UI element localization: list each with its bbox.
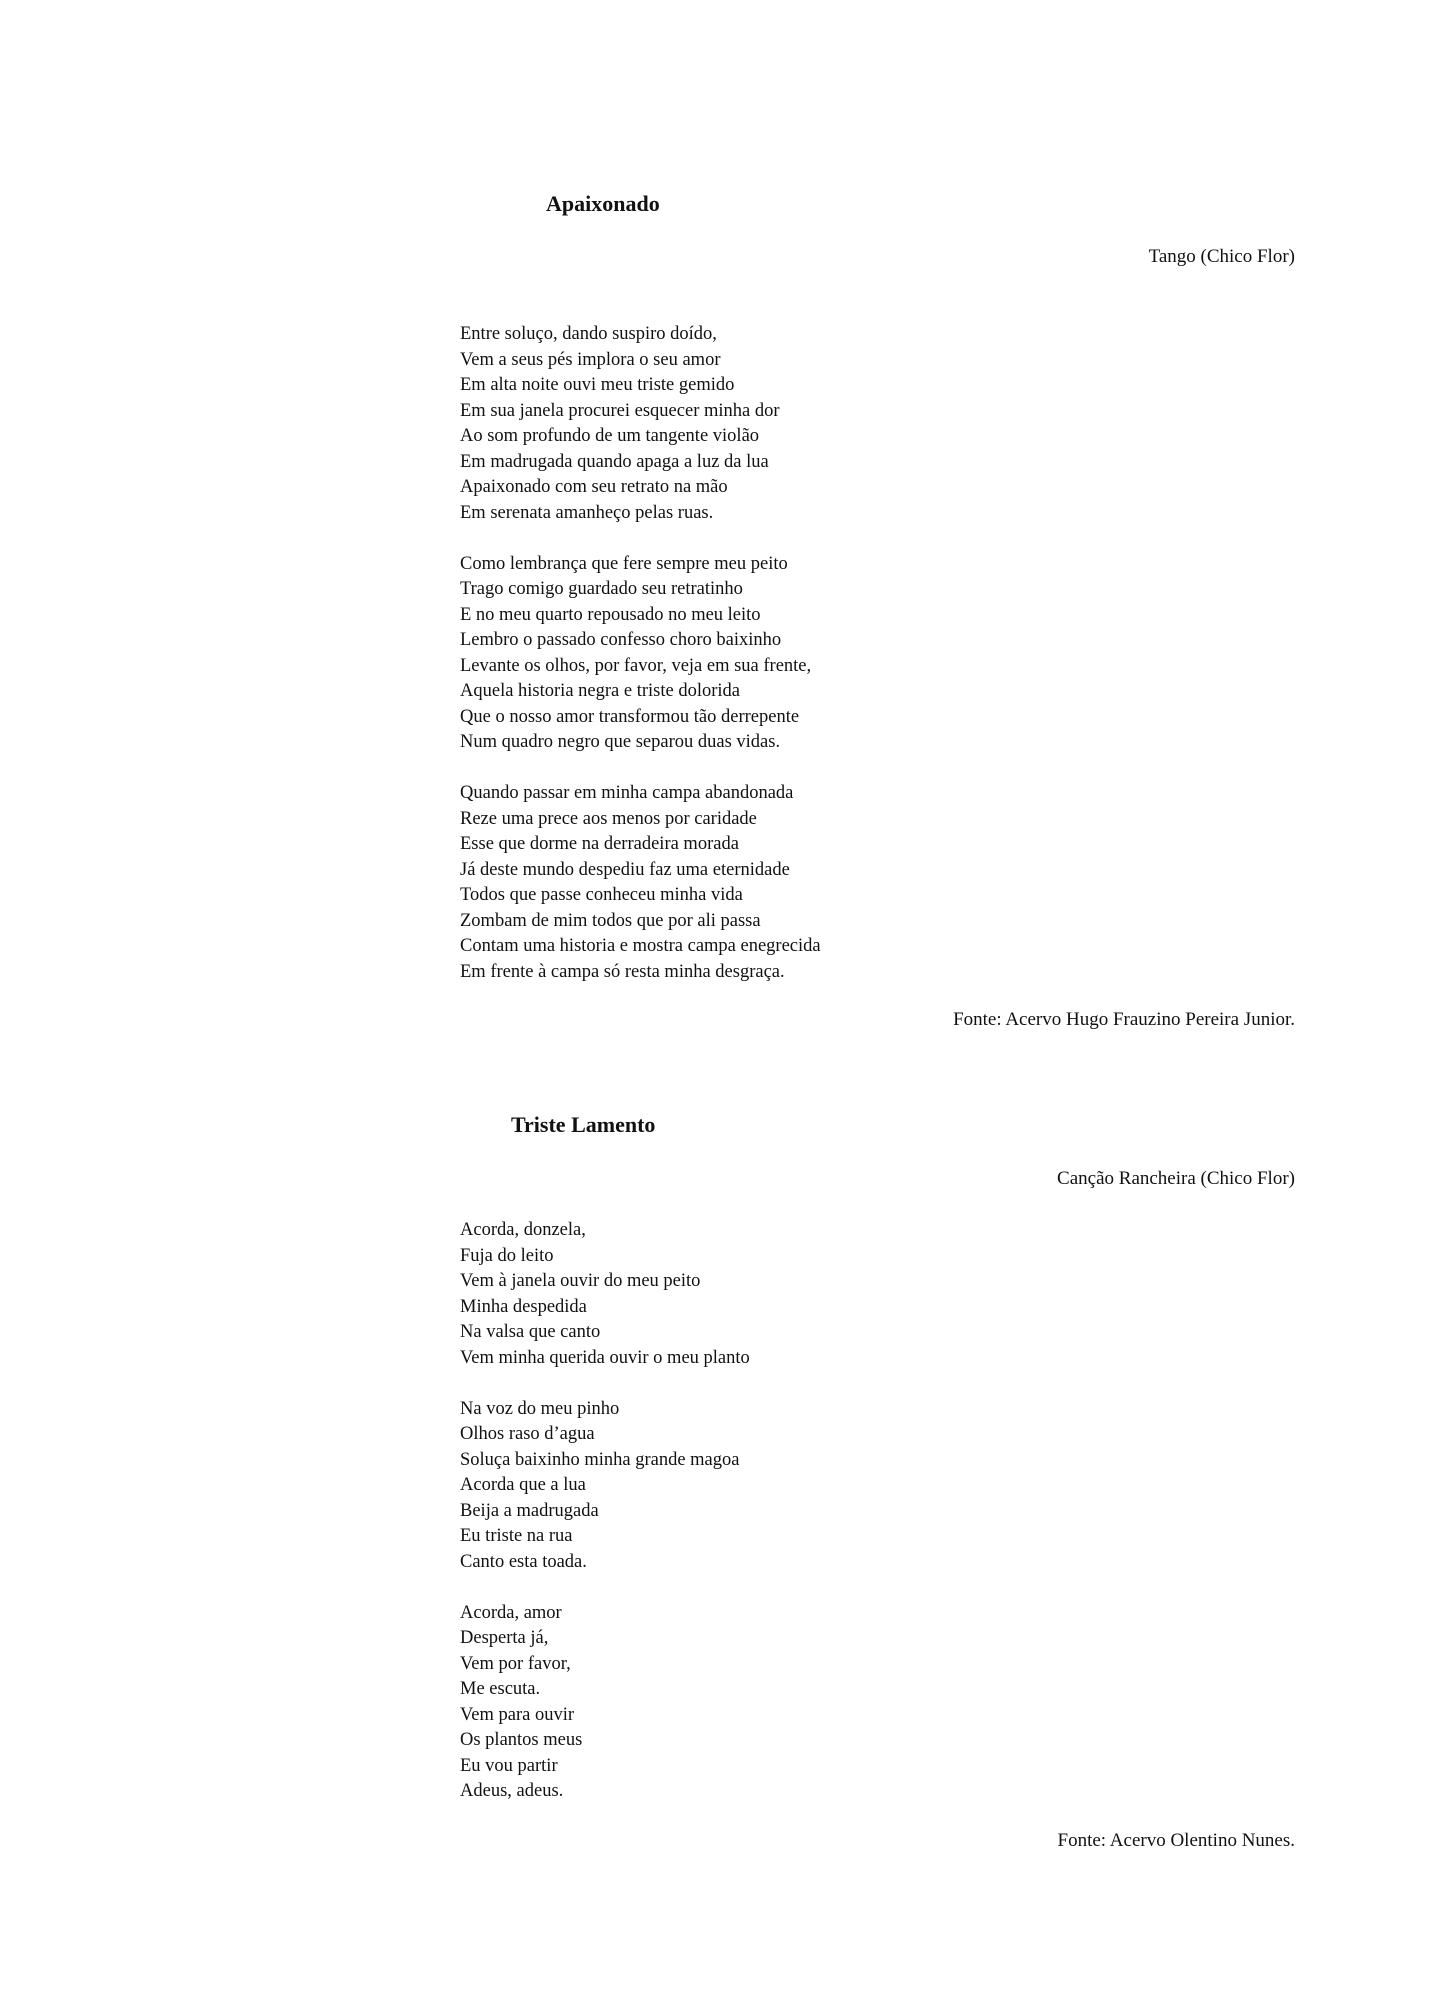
song-genre-credit: Canção Rancheira (Chico Flor) [1057, 1168, 1295, 1189]
lyric-line: Os plantos meus [460, 1730, 583, 1750]
lyric-line: Fuja do leito [460, 1245, 554, 1266]
lyric-line: Num quadro negro que separou duas vidas. [460, 732, 781, 752]
lyric-line: Olhos raso d’agua [460, 1424, 595, 1444]
lyric-line: Na voz do meu pinho [460, 1398, 620, 1419]
lyric-line: Apaixonado com seu retrato na mão [460, 477, 728, 497]
lyric-line: Zombam de mim todos que por ali passa [460, 910, 761, 931]
lyric-line: Minha despedida [460, 1296, 587, 1317]
lyric-line: Trago comigo guardado seu retratinho [460, 579, 743, 599]
lyric-line: Em sua janela procurei esquecer minha dor [460, 400, 780, 421]
lyric-line: Em alta noite ouvi meu triste gemido [460, 375, 735, 395]
lyric-line: Me escuta. [460, 1679, 541, 1699]
lyric-line: Vem minha querida ouvir o meu planto [460, 1347, 750, 1368]
lyric-line: Esse que dorme na derradeira morada [460, 834, 739, 854]
lyric-line: Vem a seus pés implora o seu amor [460, 349, 721, 370]
lyric-line: Como lembrança que fere sempre meu peito [460, 553, 788, 574]
lyric-line: Todos que passe conheceu minha vida [460, 885, 743, 905]
lyric-line: Levante os olhos, por favor, veja em sua frente, [460, 655, 812, 676]
stanza [460, 1601, 1260, 1805]
lyric-line: Na valsa que canto [460, 1322, 601, 1342]
lyric-line: E no meu quarto repousado no meu leito [460, 604, 761, 625]
lyric-line: Ao som profundo de um tangente violão [460, 426, 760, 446]
lyric-line: Canto esta toada. [460, 1551, 587, 1572]
stanza [460, 1218, 1260, 1371]
lyric-line: Vem à janela ouvir do meu peito [460, 1271, 701, 1291]
lyric-line: Soluça baixinho minha grande magoa [460, 1449, 740, 1470]
lyric-line: Vem para ouvir [460, 1704, 575, 1725]
lyric-line: Acorda que a lua [460, 1475, 586, 1495]
stanza [460, 781, 1260, 985]
lyric-line: Vem por favor, [460, 1653, 571, 1674]
lyric-line: Aquela historia negra e triste dolorida [460, 681, 740, 701]
song-title: Triste Lamento [511, 1112, 656, 1137]
song-lyrics [460, 322, 1260, 1011]
stanza [460, 1397, 1260, 1576]
lyric-line: Já deste mundo despediu faz uma eternidade [460, 859, 790, 880]
song-title: Apaixonado [546, 191, 660, 216]
song-lyrics [460, 1218, 1260, 1830]
lyric-line: Contam uma historia e mostra campa enegrecida [460, 936, 821, 956]
lyric-line: Eu vou partir [460, 1755, 558, 1776]
source-citation: Fonte: Acervo Hugo Frauzino Pereira Junior. [953, 1009, 1295, 1030]
lyric-line: Em madrugada quando apaga a luz da lua [460, 451, 769, 472]
lyric-line: Em frente à campa só resta minha desgraça. [460, 961, 785, 982]
lyric-line: Acorda, donzela, [460, 1220, 586, 1240]
source-citation: Fonte: Acervo Olentino Nunes. [1057, 1830, 1295, 1851]
lyric-line: Beija a madrugada [460, 1500, 599, 1521]
lyric-line: Lembro o passado confesso choro baixinho [460, 630, 782, 650]
lyric-line: Acorda, amor [460, 1602, 562, 1623]
song-genre-credit: Tango (Chico Flor) [1148, 246, 1295, 267]
stanza [460, 552, 1260, 756]
stanza [460, 322, 1260, 526]
lyric-line: Que o nosso amor transformou tão derrepente [460, 706, 800, 727]
lyric-line: Entre soluço, dando suspiro doído, [460, 324, 717, 344]
lyric-line: Reze uma prece aos menos por caridade [460, 808, 757, 829]
lyric-line: Quando passar em minha campa abandonada [460, 783, 794, 803]
lyric-line: Desperta já, [460, 1628, 549, 1648]
lyric-line: Eu triste na rua [460, 1526, 573, 1546]
lyric-line: Adeus, adeus. [460, 1781, 564, 1801]
lyric-line: Em serenata amanheço pelas ruas. [460, 502, 714, 523]
